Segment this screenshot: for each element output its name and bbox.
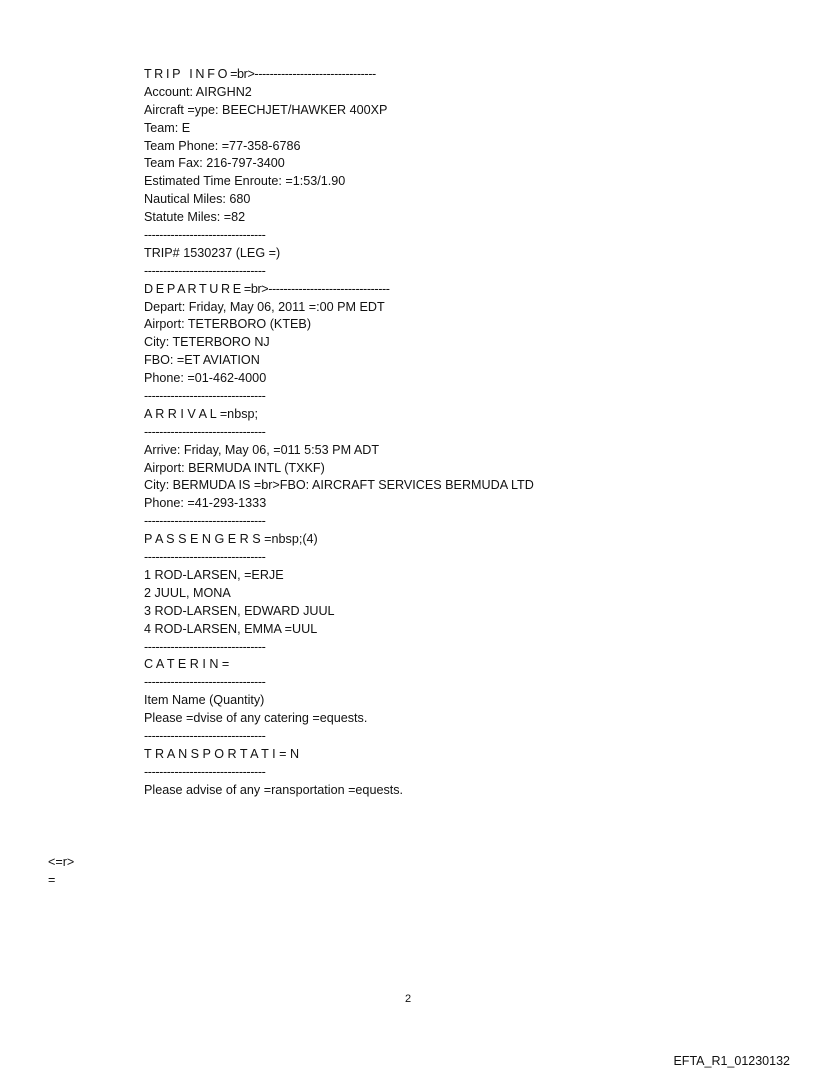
- account-line: Account: AIRGHN2: [144, 84, 252, 99]
- divider: --------------------------------: [144, 728, 266, 743]
- depart-city-line: City: TETERBORO NJ: [144, 335, 270, 350]
- trip-info-heading: T R I P I N F O =br>--------------------------------: [144, 67, 376, 81]
- divider: --------------------------------: [144, 764, 266, 779]
- divider: --------------------------------: [144, 424, 266, 439]
- aircraft-type-line: Aircraft =ype: BEECHJET/HAWKER 400XP: [144, 102, 388, 117]
- arrival-heading: A R R I V A L =nbsp;: [144, 406, 258, 421]
- depart-time-line: Depart: Friday, May 06, 2011 =:00 PM EDT: [144, 299, 385, 314]
- br-fragment: <=r>: [48, 855, 75, 869]
- divider: --------------------------------: [144, 514, 266, 529]
- passenger-item: 2 JUUL, MONA: [144, 585, 231, 600]
- time-enroute-line: Estimated Time Enroute: =1:53/1.90: [144, 174, 346, 189]
- divider: --------------------------------: [144, 389, 266, 404]
- arrive-time-line: Arrive: Friday, May 06, =011 5:53 PM ADT: [144, 442, 380, 457]
- team-phone-line: Team Phone: =77-358-6786: [144, 138, 301, 153]
- eq-fragment: =: [48, 873, 56, 887]
- page-number: 2: [404, 993, 412, 1005]
- team-line: Team: E: [144, 120, 191, 135]
- catering-item-header: Item Name (Quantity): [144, 693, 265, 708]
- passenger-item: 3 ROD-LARSEN, EDWARD JUUL: [144, 603, 335, 618]
- catering-heading: C A T E R I N =: [144, 657, 230, 672]
- transportation-note: Please advise of any =ransportation =equests.: [144, 782, 404, 797]
- trip-number-line: TRIP# 1530237 (LEG =): [144, 245, 281, 260]
- document-body: [144, 66, 744, 800]
- depart-airport-line: Airport: TETERBORO (KTEB): [144, 317, 312, 332]
- catering-note: Please =dvise of any catering =equests.: [144, 711, 368, 726]
- divider: --------------------------------: [144, 228, 266, 243]
- depart-phone-line: Phone: =01-462-4000: [144, 371, 267, 386]
- divider: --------------------------------: [144, 675, 266, 690]
- departure-heading: D E P A R T U R E =br>--------------------------------: [144, 281, 390, 296]
- team-fax-line: Team Fax: 216-797-3400: [144, 156, 285, 171]
- passenger-item: 1 ROD-LARSEN, =ERJE: [144, 567, 284, 582]
- arrive-airport-line: Airport: BERMUDA INTL (TXKF): [144, 460, 325, 475]
- statute-miles-line: Statute Miles: =82: [144, 210, 246, 225]
- divider: --------------------------------: [144, 639, 266, 654]
- nautical-miles-line: Nautical Miles: 680: [144, 192, 251, 207]
- bates-number: EFTA_R1_01230132: [673, 1054, 790, 1068]
- arrive-city-fbo-line: City: BERMUDA IS =br>FBO: AIRCRAFT SERVICES BERMUDA LTD: [144, 478, 534, 493]
- divider: --------------------------------: [144, 263, 266, 278]
- passengers-heading: P A S S E N G E R S =nbsp;(4): [144, 532, 318, 547]
- transportation-heading: T R A N S P O R T A T I = N: [144, 746, 300, 761]
- depart-fbo-line: FBO: =ET AVIATION: [144, 353, 260, 368]
- passenger-item: 4 ROD-LARSEN, EMMA =UUL: [144, 621, 318, 636]
- divider: --------------------------------: [144, 550, 266, 565]
- arrive-phone-line: Phone: =41-293-1333: [144, 496, 267, 511]
